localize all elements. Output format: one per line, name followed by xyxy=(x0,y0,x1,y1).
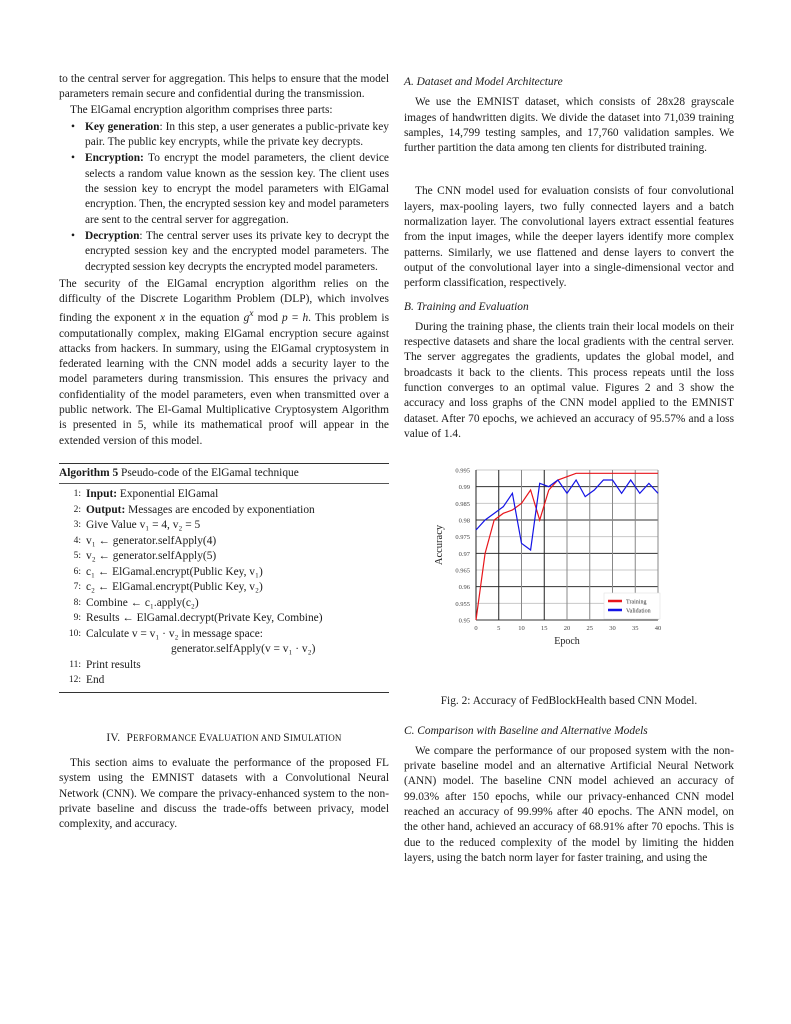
statement: c₁ ← ElGamal.encrypt(Public Key, v₁) xyxy=(86,565,263,578)
title-smallcaps: ERFORMANCE xyxy=(133,732,199,743)
line-number: 6: xyxy=(73,566,81,577)
statement: Give Value v₁ = 4, v₂ = 5 xyxy=(86,519,201,532)
algorithm-line xyxy=(59,487,389,503)
section-title xyxy=(126,732,341,744)
math-op: mod xyxy=(253,312,283,325)
line-text xyxy=(86,658,389,674)
title-capital: E xyxy=(198,731,207,744)
separator: : xyxy=(139,229,143,242)
elgamal-parts-list xyxy=(59,120,389,275)
algorithm-box xyxy=(59,463,389,693)
list-item-encryption xyxy=(71,151,389,227)
y-tick-label: 0.975 xyxy=(455,534,470,542)
security-paragraph xyxy=(59,277,389,449)
algorithm-line xyxy=(59,580,389,596)
dataset-paragraph: We use the EMNIST dataset, which consists of 28x28 grayscale images of handwritten digits. We divide the dataset into 71,039 training samples, 14,799 testing samples, and 17,760 validation samples. We further partition the data among ten clients for distributed training. xyxy=(404,96,734,155)
keyword: Input: xyxy=(86,488,118,501)
section-intro: This section aims to evaluate the performance of the proposed FL system using the EMNIST datasets with a Convolutional Neural Network (CNN). We compare the privacy-enhanced system to the non-private baseline and discuss the trade-offs between privacy, model complexity, and accuracy. xyxy=(59,757,389,831)
text: in the equation xyxy=(165,312,244,325)
x-tick-label: 30 xyxy=(609,625,616,633)
line-number: 1: xyxy=(73,489,81,500)
y-tick-label: 0.955 xyxy=(455,601,470,609)
subsection-heading-a: A. Dataset and Model Architecture xyxy=(404,76,563,88)
comparison-paragraph: We compare the performance of our proposed system with the non-private baseline model and an alternative Artificial Neural Network (ANN) model. The baseline CNN model achieved an accuracy of 99.03% after 150 epochs, while our privacy-enhanced CNN model reached an accuracy of 99.99% after 40 epochs. The ANN model, on the other hand, achieved an accuracy of 68.91% after 70 epochs. This is due to the reduced complexity of the model by limiting the hidden layers, using the batch norm layer for faster training, and using the xyxy=(404,744,734,864)
line-number: 2: xyxy=(73,504,81,515)
algorithm-line xyxy=(59,658,389,674)
math-exponent: x xyxy=(249,309,254,320)
accuracy-chart xyxy=(404,464,734,684)
x-tick-label: 35 xyxy=(632,625,639,633)
subsection-heading-c: C. Comparison with Baseline and Alternative Models xyxy=(404,724,648,737)
algorithm-line xyxy=(59,518,389,534)
statement: Print results xyxy=(86,658,141,671)
line-number: 3: xyxy=(73,520,81,531)
line-text xyxy=(86,580,389,596)
statement: v₂ ← generator.selfApply(5) xyxy=(86,550,217,563)
statement: End xyxy=(86,674,105,687)
x-tick-label: 5 xyxy=(497,625,501,633)
title-smallcaps: VALUATION AND xyxy=(206,732,284,743)
algorithm-line xyxy=(59,549,389,565)
line-text xyxy=(86,673,389,689)
algorithm-line xyxy=(59,534,389,550)
algorithm-lines xyxy=(59,484,389,692)
y-tick-label: 0.97 xyxy=(458,551,470,559)
statement: Results ← ElGamal.decrypt(Private Key, Combine) xyxy=(86,612,323,625)
x-tick-label: 20 xyxy=(563,625,571,633)
line-text xyxy=(86,549,389,565)
y-tick-label: 0.95 xyxy=(458,617,470,625)
subsection-heading-b: B. Training and Evaluation xyxy=(404,300,529,313)
left-column xyxy=(59,72,389,833)
line-text xyxy=(86,534,389,550)
legend-label-validation: Validation xyxy=(626,608,651,615)
line-text xyxy=(86,596,389,612)
line-number xyxy=(59,642,86,658)
bullet-icon: • xyxy=(71,152,75,165)
text: The security of the ElGamal encryption algorithm relies on the difficulty of the Discrete Logarithm Problem (DLP), which involves finding the exponent xyxy=(59,277,389,325)
x-tick-label: 25 xyxy=(586,625,593,633)
y-axis-label: Accuracy xyxy=(434,525,445,566)
section-heading xyxy=(59,731,389,746)
algorithm-line xyxy=(59,627,389,643)
statement: c₂ ← ElGamal.encrypt(Public Key, v₂) xyxy=(86,581,263,594)
text: . This problem is computationally complex, making ElGamal encryption secure against attacks from hackers. In summary, using the ElGamal cryptosystem in federated learning with the CNN model adds a security layer to the model parameters during transmission. This ensures the privacy and confidentiality of the model parameters, even when transmitted over a public network. The El-Gamal Multiplicative Cryptosystem Algorithm is presented in 5, while its mathematical proof will appear in the extended version of this model. xyxy=(59,312,390,447)
definition: In this step, a user generates a public-private key pair. The public key encrypts, while the private key decrypts. xyxy=(85,120,389,149)
figure-caption: Fig. 2: Accuracy of FedBlockHealth based CNN Model. xyxy=(440,695,698,708)
bullet-icon: • xyxy=(71,120,75,133)
paragraph-continuation: to the central server for aggregation. This helps to ensure that the model parameters remain secure and confidential during the transmission. xyxy=(59,73,389,101)
line-text xyxy=(86,518,389,534)
list-item-key-generation xyxy=(71,120,389,151)
title-smallcaps: IMULATION xyxy=(289,732,342,743)
algorithm-line xyxy=(59,673,389,689)
line-number: 4: xyxy=(73,535,81,546)
math-var: x xyxy=(159,312,166,325)
title-capital: P xyxy=(126,731,134,744)
y-tick-label: 0.965 xyxy=(455,567,470,575)
math-op: = xyxy=(287,312,303,325)
line-text xyxy=(86,503,389,519)
statement: v₁ ← generator.selfApply(4) xyxy=(86,534,217,547)
algorithm-line xyxy=(59,642,389,658)
keyword: Output: xyxy=(86,503,126,516)
y-tick-label: 0.96 xyxy=(458,584,470,592)
algorithm-line xyxy=(59,503,389,519)
x-axis-label: Epoch xyxy=(554,636,580,648)
legend-label-training: Training xyxy=(626,599,647,606)
legend-box xyxy=(604,593,660,619)
term: Key generation xyxy=(85,120,160,133)
line-number: 12: xyxy=(68,675,81,686)
elgamal-intro: The ElGamal encryption algorithm comprises three parts: xyxy=(70,103,333,116)
algorithm-header xyxy=(59,464,389,484)
y-tick-label: 0.99 xyxy=(458,484,470,492)
algorithm-line xyxy=(59,596,389,612)
y-tick-label: 0.995 xyxy=(455,467,470,475)
x-tick-label: 15 xyxy=(541,625,548,633)
math-var: g xyxy=(243,312,250,325)
title-capital: S xyxy=(283,731,290,744)
line-number: 9: xyxy=(73,613,81,624)
algorithm-line xyxy=(59,611,389,627)
accuracy-figure xyxy=(404,464,734,684)
x-tick-label: 10 xyxy=(518,625,525,633)
algorithm-line xyxy=(59,565,389,581)
line-text xyxy=(86,627,389,643)
line-text xyxy=(86,642,389,658)
training-paragraph: During the training phase, the clients train their local models on their respective datasets and share the local gradients with the central server. The server aggregates the gradients, updates the global model, and broadcasts it back to the clients. This process repeats until the loss function converges to an optimal value. Figures 2 and 3 show the accuracy and loss graphs of the CNN model applied to the EMNIST dataset. After 70 epochs, we achieved an accuracy of 95.57% and a loss value of 1.4. xyxy=(404,320,734,440)
x-tick-label: 0 xyxy=(474,625,478,633)
statement: Combine ← c₁.apply(c₂) xyxy=(86,596,199,609)
spacer xyxy=(404,156,734,184)
y-tick-label: 0.98 xyxy=(458,517,470,525)
line-number: 11: xyxy=(69,659,81,670)
term: Encryption: xyxy=(85,152,144,165)
algorithm-label: Algorithm 5 xyxy=(59,466,119,479)
definition: The central server uses its private key to decrypt the encrypted session key and the encrypted model parameters. The decrypted session key decrypts the encrypted model parameters. xyxy=(85,229,389,273)
x-tick-label: 40 xyxy=(654,625,662,633)
list-item-decryption xyxy=(71,229,389,275)
section-number: IV. xyxy=(106,731,121,744)
line-number: 10: xyxy=(68,628,81,639)
line-number: 8: xyxy=(73,597,81,608)
math-var: h xyxy=(302,312,309,325)
bullet-icon: • xyxy=(71,229,75,242)
term: Decryption xyxy=(85,229,140,242)
separator: : xyxy=(159,120,163,133)
right-column xyxy=(404,72,734,866)
line-text xyxy=(86,487,389,503)
line-number: 5: xyxy=(73,551,81,562)
architecture-paragraph: The CNN model used for evaluation consists of four convolutional layers, max-pooling layers, two fully connected layers and a batch normalization layer. The convolutional layers extract essential features from the input images, while the deeper layers identify more complex patterns. Similarly, we use flattened and dense layers to convert the output of the convolutional layer into a single-dimensional vector and perform classification, respectively. xyxy=(404,185,734,290)
statement: Messages are encoded by exponentiation xyxy=(125,503,315,516)
math-var: p xyxy=(282,312,288,325)
statement: Calculate v = v₁ · v₂ in message space: xyxy=(86,627,263,640)
statement: generator.selfApply(v = v₁ · v₂) xyxy=(171,643,316,656)
line-text xyxy=(86,565,389,581)
algorithm-title: Pseudo-code of the ElGamal technique xyxy=(118,466,299,479)
y-tick-label: 0.985 xyxy=(455,501,470,509)
statement: Exponential ElGamal xyxy=(117,488,219,501)
definition: To encrypt the model parameters, the client device selects a random value known as the session key. The client uses the session key to encrypt the model parameters with ElGamal encryption. Then, the encrypted session key and model parameters are sent to the central server for aggregation. xyxy=(85,152,389,226)
line-text xyxy=(86,611,389,627)
line-number: 7: xyxy=(73,582,81,593)
